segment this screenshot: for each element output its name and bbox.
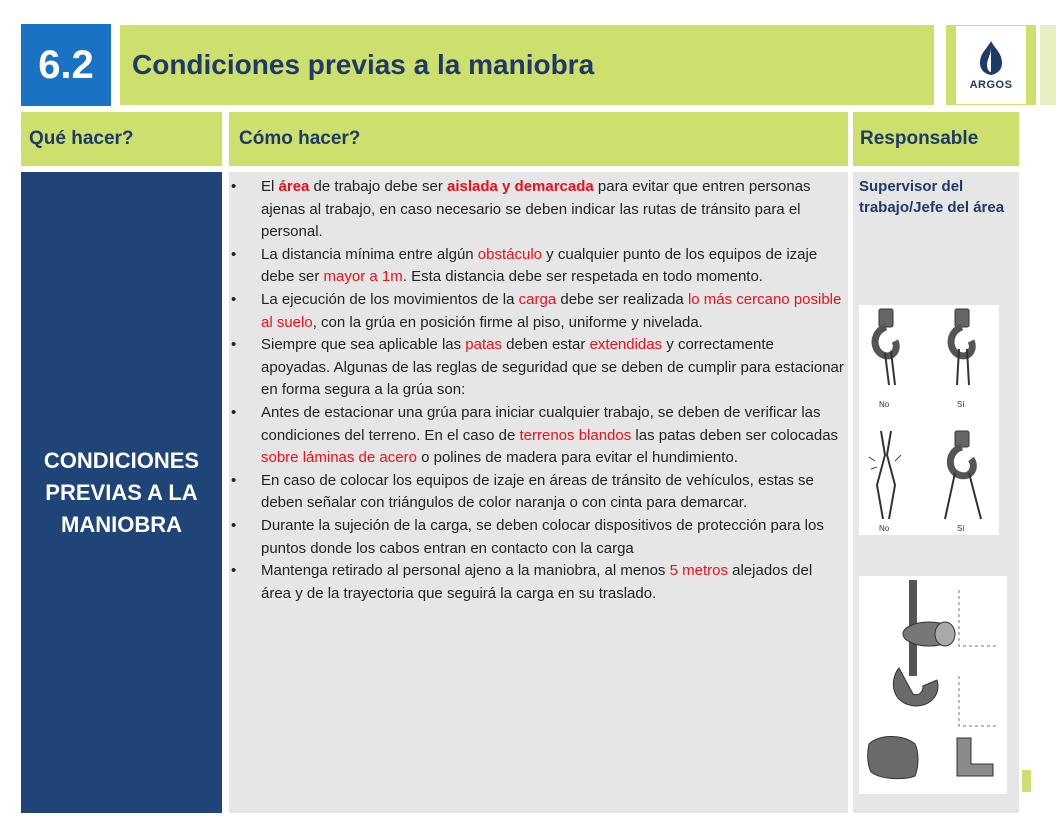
logo-box — [946, 25, 1036, 105]
bullet-text: Mantenga retirado al personal ajeno a la maniobra, al menos — [261, 562, 670, 580]
bullet-text: Antes de estacionar una grúa para iniciar cualquier trabajo, se deben de verificar las condiciones del terreno. En el caso de — [261, 403, 821, 444]
figure-label-si-1: Sí — [957, 400, 965, 409]
bullet-item — [229, 244, 844, 289]
emphasis-text: obstáculo — [477, 245, 543, 263]
bullet-text: deben estar — [502, 336, 590, 354]
bullet-text: o polines de madera para evitar el hundimiento. — [416, 449, 738, 467]
figure-label-no-1: No — [879, 400, 890, 409]
emphasis-text: 5 metros — [669, 562, 728, 580]
bullet-text: . — [652, 584, 657, 602]
figure-label-si-2: Sí — [957, 524, 965, 533]
bullet-text: Durante la sujeción de la carga, se deben colocar dispositivos de protección para los puntos donde los cabos entran en contacto con la carga — [261, 516, 824, 557]
figure-label-no-2: No — [879, 524, 890, 533]
que-hacer-label: CONDICIONES PREVIAS A LA MANIOBRA — [43, 447, 200, 537]
bullet-item — [229, 289, 844, 334]
emphasis-text: patas — [465, 336, 502, 354]
column-header-que-hacer — [21, 112, 222, 166]
decorative-tab — [1022, 770, 1031, 792]
bullet-text: La ejecución de los movimientos de la — [261, 290, 519, 308]
emphasis-text: extendidas — [589, 336, 663, 354]
bullet-item — [229, 560, 844, 605]
responsable-text: Supervisor del trabajo/Jefe del área — [859, 178, 1005, 216]
bullet-text: para evitar que entren personas ajenas al trabajo, en caso necesario se deben indicar las rutas de tránsito para el personal. — [261, 178, 811, 241]
bullet-text: debe ser realizada — [556, 290, 688, 308]
emphasis-text: sobre láminas de acero — [261, 449, 417, 467]
que-hacer-cell — [21, 172, 222, 813]
column-header-que-hacer-text: Qué hacer? — [29, 128, 134, 149]
emphasis-text: lo más cercano posible al suelo — [261, 290, 842, 331]
bullet-item — [229, 402, 844, 470]
title-bar — [120, 25, 934, 105]
argos-logo — [956, 26, 1026, 104]
bullet-text: las patas deben ser colocadas — [631, 426, 839, 444]
responsable-cell — [853, 172, 1019, 813]
bullet-text: alejados del área y de la trayectoria que seguirá la carga en su traslado — [261, 562, 813, 602]
bullet-text: . Esta distancia debe ser respetada en todo momento. — [402, 268, 763, 286]
decorative-strip — [1040, 25, 1056, 105]
bullet-text: En caso de colocar los equipos de izaje en áreas de tránsito de vehículos, estas se deben señalar con triángulos de color naranja o con cinta para demarcar. — [261, 471, 814, 512]
section-number-text: 6.2 — [38, 42, 94, 87]
bullet-text: , con la grúa en posición firme al piso, uniforme y nivelada. — [312, 313, 703, 331]
page-title: Condiciones previas a la maniobra — [132, 49, 595, 80]
emphasis-text: mayor a 1m — [323, 268, 403, 286]
bullet-item — [229, 334, 844, 402]
emphasis-text: área — [278, 178, 310, 195]
bullet-text: de trabajo debe ser — [309, 178, 447, 195]
bullet-item — [229, 176, 844, 244]
bullet-item — [229, 470, 844, 515]
argos-logo-icon — [974, 39, 1008, 77]
hook-sling-diagram — [859, 305, 999, 535]
emphasis-text: carga — [518, 290, 557, 308]
bullet-text: Siempre que sea aplicable las — [261, 336, 466, 354]
emphasis-text: aislada y demarcada — [446, 178, 594, 195]
column-header-como-hacer-text: Cómo hacer? — [239, 128, 361, 149]
bullet-text: y correctamente apoyadas. Algunas de las reglas de seguridad que se deben de cumplir para estacionar en forma segura a la grúa son: — [261, 336, 844, 399]
protection-devices-diagram — [859, 576, 1007, 794]
logo-text: ARGOS — [969, 79, 1013, 91]
como-hacer-cell — [229, 172, 848, 813]
bullet-text: La distancia mínima entre algún — [261, 245, 478, 263]
bullet-item — [229, 515, 844, 560]
bullet-text: y cualquier punto de los equipos de izaje debe ser — [261, 245, 818, 286]
column-header-como-hacer — [229, 112, 848, 166]
bullet-text: El — [261, 178, 279, 195]
emphasis-text: terrenos blandos — [519, 426, 632, 444]
section-number — [21, 24, 111, 106]
column-header-responsable — [853, 112, 1019, 166]
column-header-responsable-text: Responsable — [860, 128, 979, 149]
bullet-list — [229, 176, 844, 605]
